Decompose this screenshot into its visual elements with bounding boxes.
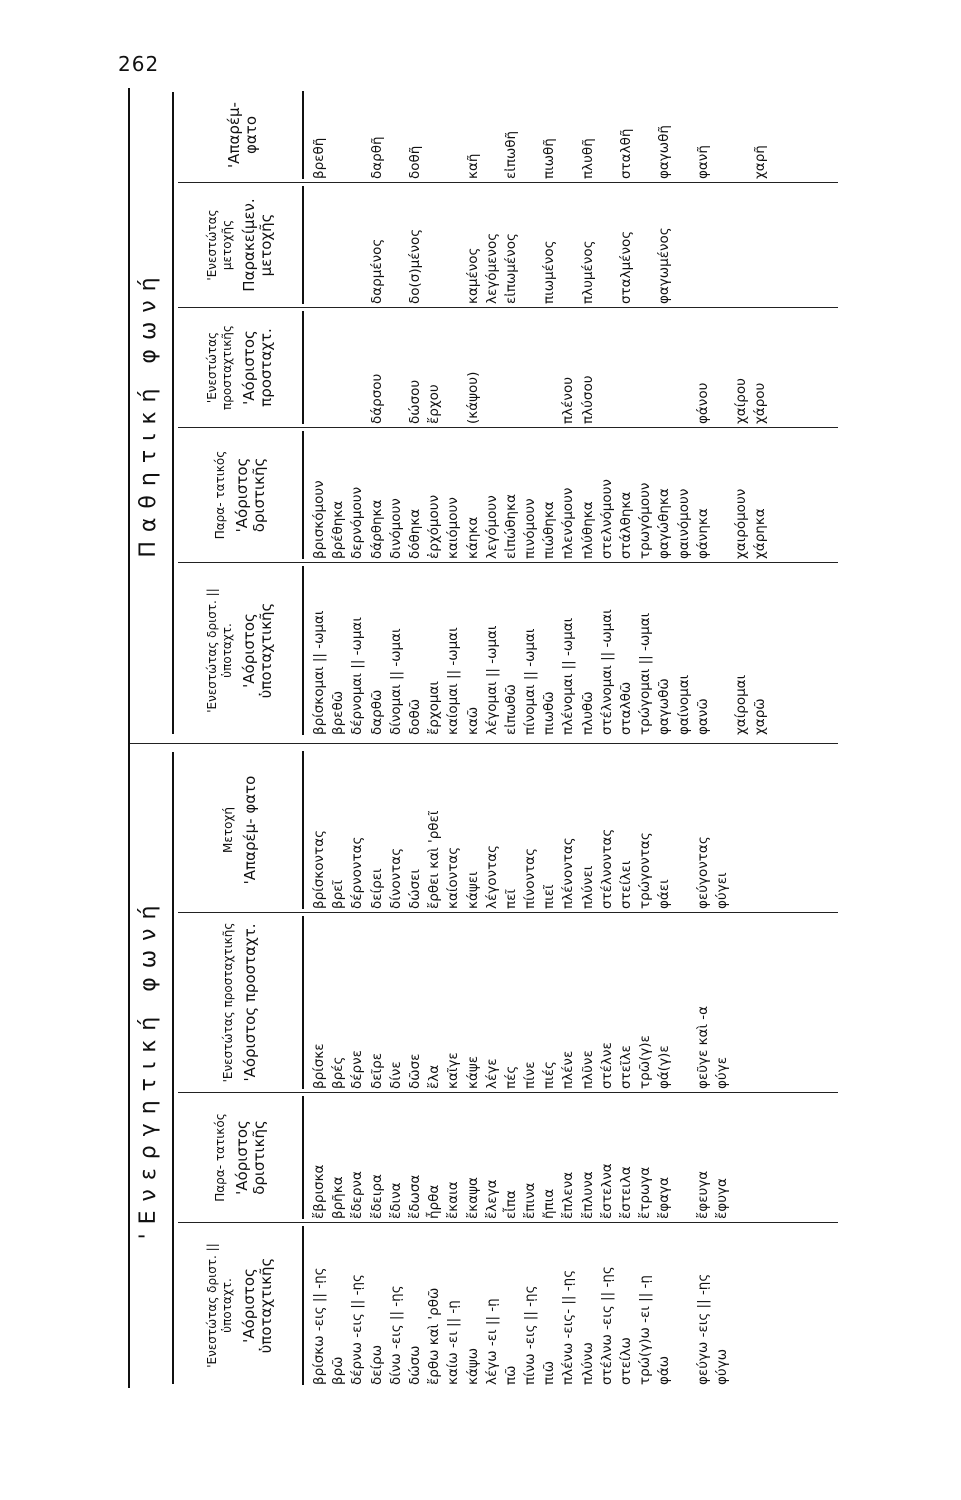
table-cell: [559, 91, 578, 179]
table-cell: χάρηκα: [752, 508, 769, 559]
table-cell: φανῶ: [694, 698, 711, 735]
table-cell: [598, 91, 617, 179]
table-cell: δώσει: [406, 869, 423, 909]
active-col-present-subjunctive: [178, 1223, 838, 1388]
table-cell: [559, 186, 578, 304]
table-cell: [675, 1226, 694, 1385]
table-cell: ἔλα: [426, 1064, 443, 1089]
passive-voice-title: Παθητική φωνή: [136, 268, 161, 558]
table-cell: πλένω -εις- || -ῃς: [560, 1269, 577, 1385]
table-cell: [732, 186, 751, 304]
table-cell: χαρῶ: [752, 698, 769, 735]
passive-col-imperfect: [178, 428, 838, 563]
table-cell: [502, 311, 521, 424]
column-cells: [304, 566, 771, 735]
active-title-rule: [172, 752, 174, 1384]
table-cell: δο(σ)μένος: [406, 228, 423, 304]
table-cell: ἔδινα: [387, 1182, 404, 1219]
table-cell: δώσου: [406, 379, 423, 424]
table-cell: καμένος: [464, 247, 481, 304]
header-bottom: 'Αόριστος προσταχτ.: [240, 328, 275, 407]
header-bottom: 'Αόριστος δριστικῆς: [232, 457, 268, 533]
section-divider: [128, 743, 838, 744]
table-cell: σταλθῶ: [618, 681, 634, 735]
passive-columns: [178, 88, 838, 738]
table-cell: δείρω: [368, 1345, 385, 1385]
table-cell: κάψει: [464, 871, 481, 909]
table-cell: κάηκα: [464, 516, 481, 559]
table-cell: ἔτρωγα: [637, 1166, 654, 1219]
table-cell: ἔδωσα: [406, 1174, 423, 1219]
table-cell: πιώθηκα: [541, 501, 558, 559]
table-cell: ἔφαγα: [656, 1177, 673, 1219]
table-cell: [540, 311, 559, 424]
table-cell: ἔστειλα: [618, 1166, 634, 1219]
column-cells: [304, 916, 732, 1089]
table-cell: [348, 91, 367, 179]
table-cell: [675, 91, 694, 179]
table-cell: σταλθῆ: [618, 128, 634, 179]
table-cell: [521, 311, 540, 424]
table-cell: στέλνε: [598, 1042, 615, 1089]
table-cell: φαινόμουν: [675, 488, 692, 559]
table-cell: δέρνομαι || -ωμαι: [349, 617, 366, 735]
active-col-imperfect: [178, 1093, 838, 1223]
passive-col-participle: [178, 183, 838, 308]
column-cells: [304, 186, 771, 304]
passive-col-imperative: [178, 308, 838, 428]
table-cell: φαγωθῆ: [656, 125, 673, 179]
table-cell: ἔρχου: [426, 384, 443, 424]
table-cell: φύγει: [713, 872, 730, 909]
table-cell: [636, 311, 655, 424]
table-cell: δέρνω -εις || -ῃς: [349, 1274, 366, 1385]
header-bottom: 'Αόριστος ὑποταχτικῆς: [240, 1257, 275, 1354]
table-cell: ἔδειρα: [368, 1174, 385, 1219]
table-cell: χάρου: [752, 382, 769, 424]
column-cells: [304, 431, 771, 559]
table-cell: εἰπωμένος: [502, 233, 519, 304]
table-cell: εἰπωθῶ: [502, 684, 519, 735]
table-cell: ἔδερνα: [349, 1171, 366, 1219]
table-cell: κάψε: [464, 1055, 481, 1089]
passive-col-infinitive: [178, 88, 838, 183]
column-header: [178, 186, 304, 304]
table-cell: βρές: [330, 1056, 347, 1089]
table-cell: σταλμένος: [618, 230, 634, 304]
table-cell: καῶ: [464, 706, 481, 735]
header-top: Παρα- τατικός: [212, 450, 227, 540]
table-cell: δέρνοντας: [349, 836, 366, 909]
header-bottom: 'Αόριστος δριστικῆς: [232, 1120, 268, 1195]
table-cell: [444, 91, 463, 179]
table-cell: φύγε: [713, 1056, 730, 1089]
table-cell: φεῦγε καὶ -α: [694, 1005, 711, 1089]
table-cell: ἔφευγα: [694, 1170, 711, 1219]
table-cell: εἰπώθηκα: [502, 494, 519, 559]
table-cell: [521, 186, 540, 304]
table-cell: λεγόμουν: [483, 495, 500, 559]
table-cell: τρωγόμουν: [637, 482, 654, 559]
table-cell: λέγε: [483, 1058, 500, 1089]
passive-col-present-subjunctive: [178, 563, 838, 738]
table-cell: [444, 311, 463, 424]
table-cell: δίνομαι || -ωμαι: [387, 628, 404, 735]
table-cell: στέλνω -εις || -ῃς: [598, 1266, 615, 1385]
table-cell: πιῶ: [541, 1360, 558, 1385]
table-cell: ἔπλενα: [560, 1171, 577, 1219]
active-columns: [178, 748, 838, 1388]
column-header: [178, 91, 304, 179]
table-cell: ἔπινα: [522, 1182, 539, 1219]
table-cell: πιωμένος: [541, 240, 558, 304]
table-cell: πίνομαι || -ωμαι: [522, 628, 539, 735]
header-top: Παρα- τατικός: [212, 1113, 227, 1202]
table-cell: ἔλεγα: [483, 1179, 500, 1219]
table-cell: βρέθηκα: [330, 500, 347, 559]
table-cell: στελνόμουν: [598, 479, 615, 559]
table-cell: δαρμένος: [368, 238, 385, 304]
table-cell: λεγόμενος: [483, 232, 500, 304]
table-cell: τρώ(γ)ω -ει || -ῃ: [637, 1275, 654, 1385]
table-cell: πιές: [541, 1061, 558, 1089]
table-cell: [310, 311, 329, 424]
table-cell: πλένε: [560, 1050, 577, 1089]
table-cell: δῶσε: [406, 1053, 423, 1089]
column-cells: [304, 1226, 732, 1385]
table-cell: ἐρχόμουν: [426, 494, 443, 559]
header-top: 'Ενεστώτας προσταχτικῆς: [221, 922, 235, 1083]
table-cell: [348, 311, 367, 424]
table-cell: πιωθῆ: [541, 138, 558, 179]
column-cells: [304, 751, 732, 909]
column-cells: [304, 311, 771, 424]
table-cell: [310, 186, 329, 304]
table-cell: δείρει: [368, 868, 385, 909]
table-cell: δίνοντας: [387, 847, 404, 909]
table-cell: καῆ: [464, 153, 481, 179]
header-bottom: 'Απαρέμ- φατο: [241, 775, 259, 885]
column-header: [178, 1226, 304, 1385]
table-cell: πλενόμουν: [560, 487, 577, 559]
table-cell: [387, 311, 406, 424]
table-cell: βρισκόμουν: [311, 480, 327, 559]
table-cell: χαίρου: [733, 378, 750, 424]
table-cell: [713, 566, 732, 735]
table-cell: πίνοντας: [522, 848, 539, 909]
passive-title-rule: [172, 92, 174, 734]
table-cell: δέρνε: [349, 1050, 366, 1089]
column-header: [178, 916, 304, 1089]
table-cell: [329, 186, 348, 304]
table-cell: φάω: [656, 1355, 673, 1385]
table-cell: [713, 186, 732, 304]
table-cell: [483, 311, 502, 424]
active-col-participle: [178, 748, 838, 913]
table-cell: δοθῶ: [406, 698, 423, 735]
table-cell: λέγω -ει || -ῃ: [483, 1298, 500, 1385]
table-cell: πλύνει: [579, 865, 596, 909]
table-cell: ἔκαια: [445, 1181, 462, 1219]
table-cell: [675, 1096, 694, 1219]
table-cell: καιόμουν: [445, 497, 462, 559]
table-cell: πλυθῆ: [579, 138, 596, 179]
table-cell: [675, 311, 694, 424]
table-cell: εἰπωθῆ: [502, 130, 519, 179]
header-top: 'Ενεστώτας δριστ. || ὑποταχτ.: [205, 1243, 234, 1368]
table-cell: ἔκαψα: [464, 1177, 481, 1219]
table-cell: [348, 186, 367, 304]
table-cell: πῶ: [502, 1365, 519, 1385]
table-cell: βρῆκα: [330, 1176, 347, 1219]
table-cell: πλύσου: [579, 375, 596, 424]
table-cell: τρώγοντας: [637, 832, 654, 909]
table-cell: δοθῆ: [406, 145, 423, 179]
conjugation-table: [128, 88, 838, 1388]
table-cell: δίνε: [387, 1061, 404, 1089]
table-cell: [387, 186, 406, 304]
table-cell: [387, 91, 406, 179]
table-cell: ἦρθα: [426, 1184, 443, 1219]
table-cell: δερνόμουν: [349, 486, 366, 559]
table-cell: εἶπα: [502, 1190, 519, 1219]
table-cell: δάρσου: [368, 373, 385, 424]
page-number: 262: [118, 52, 160, 76]
table-cell: πλύθηκα: [579, 501, 596, 559]
table-cell: φαγώθηκα: [656, 488, 673, 559]
table-cell: [483, 91, 502, 179]
active-voice-title: 'Ενεργητική φωνή: [136, 896, 161, 1240]
column-cells: [304, 1096, 732, 1219]
table-cell: φάνου: [694, 382, 711, 424]
table-cell: [675, 751, 694, 909]
table-cell: πλυθῶ: [579, 691, 596, 735]
table-cell: [329, 311, 348, 424]
column-header: [178, 566, 304, 735]
table-cell: ἔπλυνα: [579, 1171, 596, 1219]
table-cell: δόθηκα: [406, 508, 423, 559]
table-cell: πλένου: [560, 376, 577, 424]
column-header: [178, 751, 304, 909]
table-cell: βρῶ: [330, 1356, 347, 1385]
header-top: 'Ενεστώτας μετοχῆς: [205, 209, 234, 281]
header-bottom: 'Απαρέμ- φατο: [225, 102, 260, 168]
header-top: 'Ενεστώτας προσταχτικῆς: [205, 325, 234, 410]
table-cell: [675, 916, 694, 1089]
table-cell: πές: [502, 1065, 519, 1089]
column-cells: [304, 91, 771, 179]
passive-voice-section: [128, 88, 838, 738]
table-cell: πιεῖ: [541, 884, 558, 909]
table-cell: ἤπια: [541, 1188, 558, 1219]
table-cell: χαιρόμουν: [733, 488, 750, 559]
table-cell: [636, 186, 655, 304]
table-cell: φύγω: [713, 1348, 730, 1385]
table-cell: φαγωθῶ: [656, 678, 673, 735]
table-cell: [694, 186, 713, 304]
table-cell: [425, 91, 444, 179]
table-cell: πλένοντας: [560, 837, 577, 909]
table-cell: δαρθῆ: [368, 136, 385, 179]
table-cell: δεῖρε: [368, 1053, 385, 1089]
table-cell: πεῖ: [502, 889, 519, 909]
table-cell: πλυμένος: [579, 240, 596, 304]
column-header: [178, 1096, 304, 1219]
table-cell: [713, 431, 732, 559]
table-cell: δαρθῶ: [368, 689, 385, 735]
table-cell: δίνω -εις || -ῃς: [387, 1285, 404, 1385]
table-cell: [655, 311, 674, 424]
table-cell: πλῦνε: [579, 1050, 596, 1089]
column-header: [178, 431, 304, 559]
table-cell: ἔφυγα: [713, 1178, 730, 1219]
table-cell: στέλνοντας: [598, 828, 615, 909]
table-cell: πίνε: [522, 1061, 539, 1089]
table-cell: φανῆ: [694, 145, 711, 179]
table-cell: ἔβρισκα: [311, 1164, 327, 1219]
table-cell: δινόμουν: [387, 498, 404, 559]
header-bottom: 'Αόριστος ὑποταχτικῆς: [240, 602, 275, 699]
table-cell: φεύγω -εις || -ῃς: [694, 1273, 711, 1385]
table-cell: λέγομαι || -ωμαι: [483, 625, 500, 735]
table-cell: φά(γ)ε: [656, 1045, 673, 1089]
table-cell: [713, 311, 732, 424]
table-cell: δάρθηκα: [368, 499, 385, 559]
table-cell: καίομαι || -ωμαι: [445, 627, 462, 735]
table-cell: βρεθῆ: [311, 137, 327, 179]
table-cell: χαίρομαι: [733, 674, 750, 735]
table-cell: [675, 186, 694, 304]
table-cell: τρῶ(γ)ε: [637, 1035, 654, 1089]
table-cell: [636, 91, 655, 179]
table-cell: φαίνομαι: [675, 674, 692, 735]
header-bottom: Παρακείμεν. μετοχῆς: [240, 198, 275, 292]
table-cell: στείλει: [618, 860, 634, 909]
table-cell: βρίσκω -εις || -ῃς: [311, 1267, 327, 1385]
active-voice-section: [128, 748, 838, 1388]
table-cell: [732, 91, 751, 179]
header-bottom: 'Αόριστος προσταχτ.: [241, 923, 259, 1082]
table-cell: φεύγοντας: [694, 836, 711, 909]
table-cell: [617, 311, 636, 424]
table-cell: πλένομαι || -ωμαι: [560, 617, 577, 735]
table-cell: [329, 91, 348, 179]
table-top-rule: [128, 88, 130, 1388]
table-cell: [444, 186, 463, 304]
table-cell: φαγωμένος: [656, 227, 673, 304]
table-cell: κάψω: [464, 1347, 481, 1385]
active-col-imperative: [178, 913, 838, 1093]
table-cell: στεῖλε: [618, 1045, 634, 1089]
table-cell: [425, 186, 444, 304]
table-cell: καίω -ει || -ῃ: [445, 1300, 462, 1385]
table-cell: βρεθῶ: [330, 690, 347, 735]
table-cell: ἔρθει καὶ 'ρθεῖ: [426, 810, 443, 909]
table-cell: [713, 91, 732, 179]
table-cell: ἔρθω καὶ 'ρθῶ: [426, 1287, 443, 1385]
table-cell: στέλνομαι || -ωμαι: [598, 609, 615, 735]
table-cell: καῖγε: [445, 1052, 462, 1089]
table-cell: καίοντας: [445, 846, 462, 909]
table-cell: δώσω: [406, 1345, 423, 1385]
table-cell: βρεῖ: [330, 879, 347, 909]
header-top: Μετοχή: [221, 807, 235, 853]
table-cell: [521, 91, 540, 179]
header-top: 'Ενεστώτας δριστ. || ὑποταχτ.: [205, 588, 234, 713]
table-cell: βρίσκοντας: [311, 829, 327, 909]
table-cell: [751, 186, 770, 304]
table-cell: πιωθῶ: [541, 691, 558, 735]
table-cell: χαρῆ: [752, 145, 769, 179]
table-cell: ἔρχομαι: [426, 681, 443, 735]
table-cell: τρώγομαι || -ωμαι: [637, 612, 654, 735]
table-cell: πίνω -εις || -ῃς: [522, 1285, 539, 1385]
table-cell: πλύνω: [579, 1342, 596, 1385]
table-cell: στείλω: [618, 1337, 634, 1385]
table-cell: (κάψου): [464, 371, 481, 424]
table-cell: φάει: [656, 879, 673, 909]
table-cell: στάλθηκα: [618, 491, 634, 559]
table-cell: ἔστελνα: [598, 1163, 615, 1219]
table-cell: [598, 186, 617, 304]
column-header: [178, 311, 304, 424]
table-cell: [598, 311, 617, 424]
table-cell: πινόμουν: [522, 498, 539, 559]
table-cell: βρίσκε: [311, 1043, 327, 1089]
table-cell: φάνηκα: [694, 508, 711, 559]
table-cell: βρίσκομαι || -ωμαι: [311, 610, 327, 735]
table-cell: λέγοντας: [483, 844, 500, 909]
